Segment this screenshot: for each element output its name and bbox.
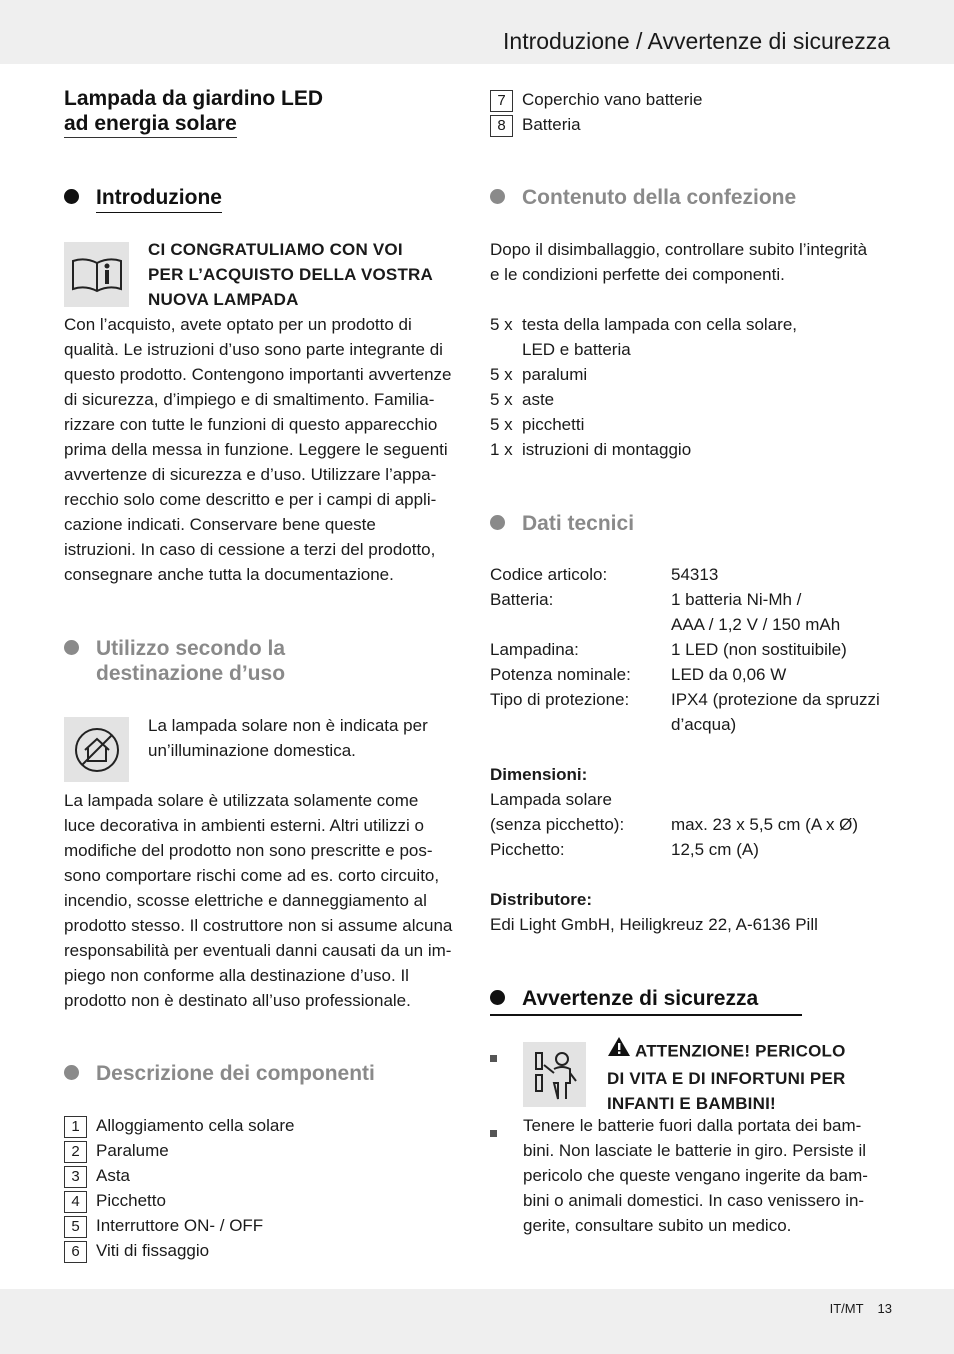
distributor-value: Edi Light GmbH, Heiligkreuz 22, A-6136 Pill [490,915,818,934]
dimensions-table: Lampada solare (senza picchetto): max. 23 x 5,5 cm (A x Ø) Picchetto: 12,5 cm (A) [490,790,859,859]
component-item: 2 Paralume [64,1138,169,1163]
no-indoor-use-icon [64,717,129,782]
heading-introduzione: Introduzione [64,185,222,210]
list-item: 5 x paralumi [490,365,588,384]
usage-note: La lampada solare non è indicata per un’illuminazione domestica. [148,716,428,760]
list-item: LED e batteria [522,340,631,359]
heading-avvertenze: Avvertenze di sicurezza [490,986,802,1016]
component-item: 4 Picchetto [64,1188,166,1213]
list-item: 1 x istruzioni di montaggio [490,440,692,459]
heading-descrizione: Descrizione dei componenti [64,1061,375,1086]
list-bullet-square [490,1124,497,1142]
warning-text: ATTENZIONE! PERICOLO DI VITA E DI INFORTUNI PER INFANTI E BAMBINI! [607,1038,846,1116]
list-item: 5 x aste [490,390,555,409]
package-list [490,312,797,462]
component-item: 5 Interruttore ON- / OFF [64,1213,263,1238]
footer-lang: IT/MT [829,1301,864,1316]
component-item: 3 Asta [64,1163,130,1188]
bullet-icon [64,189,79,204]
list-item: 5 x picchetti [490,415,585,434]
safety-body: Tenere le batterie fuori dalla portata dei bam- bini. Non lasciate le batterie in giro. Persiste il pericolo che queste vengano ingerite da bam- bini o animali domestici. In caso venissero in- gerite, consultare subito un medico. [523,1116,868,1235]
component-item: 6 Viti di fissaggio [64,1238,209,1263]
tech-table: Codice articolo: 54313 Batteria: 1 batteria Ni-Mh / AAA / 1,2 V / 150 mAh Lampadina: 1 LED (non sostituibile) Potenza nominale: LED da 0,06 W Tipo di protezione: IPX4 (protezione da spruzzi d’acqua) [490,565,880,734]
bullet-icon [64,640,79,655]
component-item: 8 Batteria [490,112,581,137]
distributor-label: Distributore: [490,890,592,909]
list-bullet-square [490,1049,497,1067]
footer-band [0,1289,954,1354]
document-title: Lampada da giardino LED ad energia solare [64,86,323,138]
package-intro: Dopo il disimballaggio, controllare subito l’integrità e le condizioni perfette dei componenti. [490,240,868,284]
component-item: 7 Coperchio vano batterie [490,87,703,112]
bullet-icon [490,990,505,1005]
heading-contenuto: Contenuto della confezione [490,185,796,210]
page-footer [830,1301,892,1316]
book-info-icon [64,242,129,307]
warning-triangle-icon [607,1036,631,1064]
bullet-icon [64,1065,79,1080]
intro-body: Con l’acquisto, avete optato per un prodotto di qualità. Le istruzioni d’uso sono parte integrante di questo prodotto. Contengono importanti avvertenze di sicurezza, d’impiego e di smaltimento. Familia- rizzare con tutte le funzioni di questo apparecchio prima della messa in funzione. Leggere le seguenti avvertenze di sicurezza e d’uso. Utilizzare l’appa- recchio solo come descritto e per i campi di appli- cazione indicati. Conservare bene queste istruzioni. In caso di cessione a terzi del prodotto, consegnare anche tutta la documentazione. [64,315,452,584]
bullet-icon [490,189,505,204]
list-item: 5 x testa della lampada con cella solare, [490,315,797,334]
heading-dati-tecnici: Dati tecnici [490,511,634,536]
component-item: 1 Alloggiamento cella solare [64,1113,294,1138]
dimensions-label: Dimensioni: [490,765,588,784]
child-battery-warning-icon [523,1042,586,1107]
usage-body: La lampada solare è utilizzata solamente come luce decorativa in ambienti esterni. Altri utilizzi o modifiche del prodotto non sono prescritte e pos- sono comportare rischi come ad es. corto circuito, incendio, scosse elettriche e danneggiamento al prodotto stesso. Il costruttore non si assume alcuna responsabilità per eventuali danni causati da un im- piego non conforme alla destinazione d’uso. Il prodotto non è destinato all’uso professionale. [64,791,453,1010]
page-number: 13 [877,1301,892,1316]
page-header-title: Introduzione / Avvertenze di sicurezza [503,28,890,54]
congrats-text: CI CONGRATULIAMO CON VOI PER L’ACQUISTO DELLA VOSTRA NUOVA LAMPADA [148,240,433,309]
bullet-icon [490,515,505,530]
heading-utilizzo: Utilizzo secondo la destinazione d’uso [64,636,285,686]
